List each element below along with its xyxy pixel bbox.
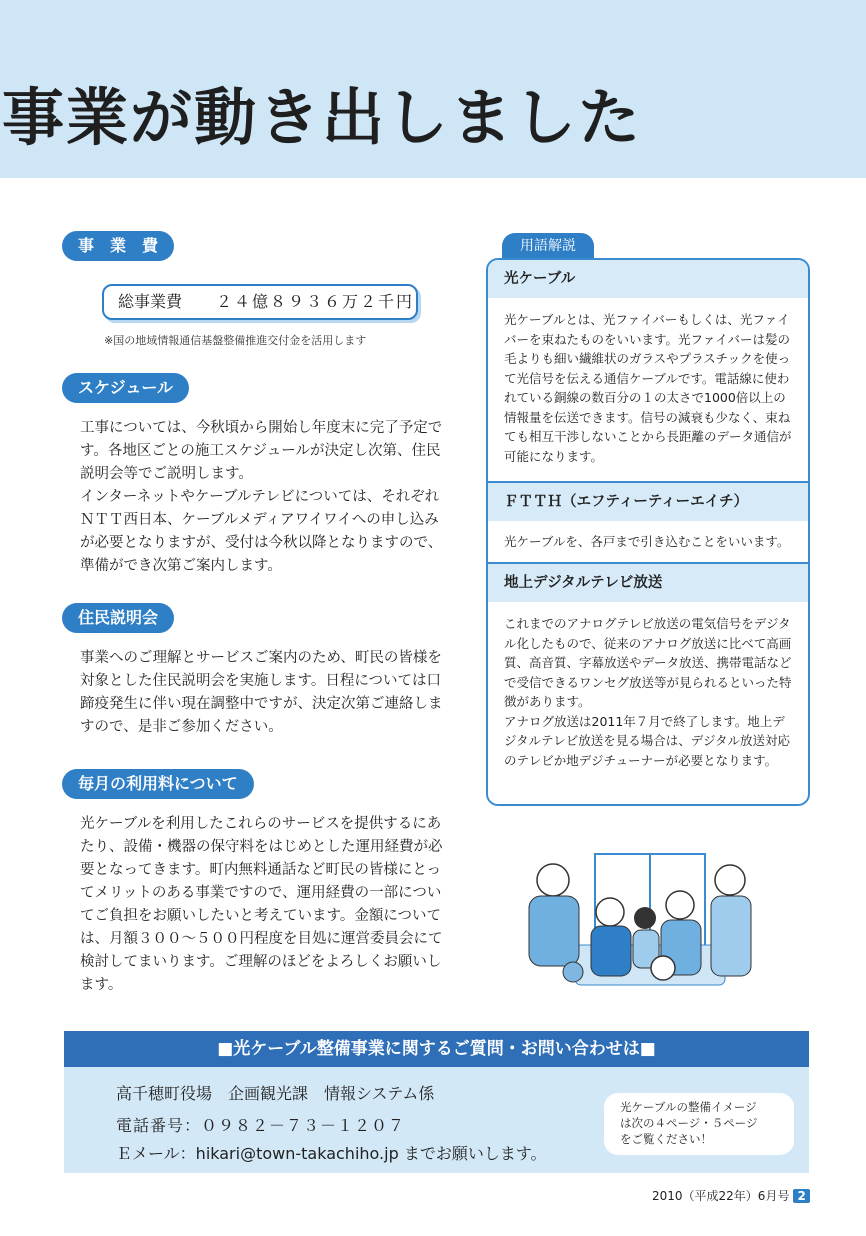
next-page-bubble (604, 1093, 794, 1155)
cost-heading: 事 業 費 (62, 231, 174, 261)
grandpa-body (591, 926, 631, 976)
family-illustration (515, 850, 770, 1000)
father-head (537, 864, 569, 896)
footer (652, 1187, 810, 1204)
issue-date: 2010（平成22年）6月号 (652, 1189, 790, 1203)
glossary-term: 地上デジタルテレビ放送 (488, 564, 808, 602)
glossary-desc: 光ケーブルを、各戸まで引き込むことをいいます。 (504, 534, 790, 549)
fees-heading: 毎月の利用料について (62, 769, 254, 799)
glossary-term: ＦＴＴＨ（エフティーティーエイチ） (488, 483, 808, 521)
bubble-line: をご覧ください！ (620, 1132, 712, 1146)
cost-note: ※国の地域情報通信基盤整備推進交付金を活用します (104, 334, 367, 347)
total-cost-label: 総事業費 (118, 292, 183, 311)
glossary-term: 光ケーブル (488, 260, 808, 298)
baby-head (651, 956, 675, 980)
schedule-body: 工事については、今秋頃から開始し年度末に完了予定です。各地区ごとの施工スケジュールが決定し次第、住民説明会等でご説明します。 インターネットやケーブルテレビについては、それぞれＮＴＴ西日本、ケーブルメディアワイワイへの申し込みが必要となりますが、受付は今秋以降となりますので、準備ができ次第ご案内します。 (80, 420, 443, 574)
grandma-head (666, 891, 694, 919)
mother-body (711, 896, 751, 976)
schedule-heading: スケジュール (62, 373, 189, 403)
bubble-line: 光ケーブルの整備イメージ (620, 1100, 757, 1114)
fees-body: 光ケーブルを利用したこれらのサービスを提供するにあたり、設備・機器の保守料をはじめとした運用経費が必要となってきます。町内無料通話など町民の皆様にとってメリットのある事業ですので、運用経費の一部についてご負担をお願いしたいと考えています。金額については、月額３００～５００円程度を目処に運営委員会にて検討してまいります。ご理解のほどをよろしくお願いします。 (80, 816, 443, 993)
total-cost-box (102, 284, 418, 320)
page-title: 事業が動き出しました (2, 81, 643, 154)
glossary-desc: 光ケーブルとは、光ファイバーもしくは、光ファイバーを束ねたものをいいます。光ファイバーは髪の毛よりも細い繊維状のガラスやプラスチックを使って光信号を伝える通信ケーブルです。電話線に使われている銅線の数百分の１の太さで1000倍以上の情報量を伝送できます。信号の減衰も少なく、束ねても相互干渉しないことから長距離のデータ通信が可能になります。 (504, 312, 792, 464)
page-number: 2 (793, 1189, 809, 1203)
total-cost-value: ２４億８９３６万２千円 (216, 292, 415, 311)
briefing-heading: 住民説明会 (62, 603, 174, 633)
girl-head (634, 907, 656, 929)
contact-email: Ｅメール：hikari@town-takachiho.jp までお願いします。 (116, 1144, 547, 1163)
glossary-desc: これまでのアナログテレビ放送の電気信号をデジタル化したもので、従来のアナログ放送に比べて高画質、高音質、字幕放送やデータ放送、携帯電話などで受信できるワンセグ放送等が見られるといった特徴があります。 アナログ放送は2011年７月で終了します。地上デジタルテレビ放送を見る場合は、デジタル放送対応のテレビか地デジチューナーが必要となります。 (504, 616, 792, 768)
grandpa-head (596, 898, 624, 926)
bubble-line: は次の４ページ・５ページ (620, 1116, 758, 1130)
contact-phone: 電話番号：０９８２－７３－１２０７ (116, 1116, 406, 1135)
contact-office: 高千穂町役場 企画観光課 情報システム係 (116, 1084, 435, 1103)
mother-head (715, 865, 745, 895)
glossary-box (486, 258, 810, 806)
cat-icon (563, 962, 583, 982)
contact-heading: ■光ケーブル整備事業に関するご質問・お問い合わせは■ (64, 1031, 809, 1067)
father-body (529, 896, 579, 966)
contact-panel (64, 1031, 809, 1173)
glossary-tab: 用語解説 (502, 233, 594, 259)
briefing-body: 事業へのご理解とサービスご案内のため、町民の皆様を対象とした住民説明会を実施します。日程については口蹄疫発生に伴い現在調整中ですが、決定次第ご連絡しますので、是非ご参加ください。 (80, 650, 443, 735)
